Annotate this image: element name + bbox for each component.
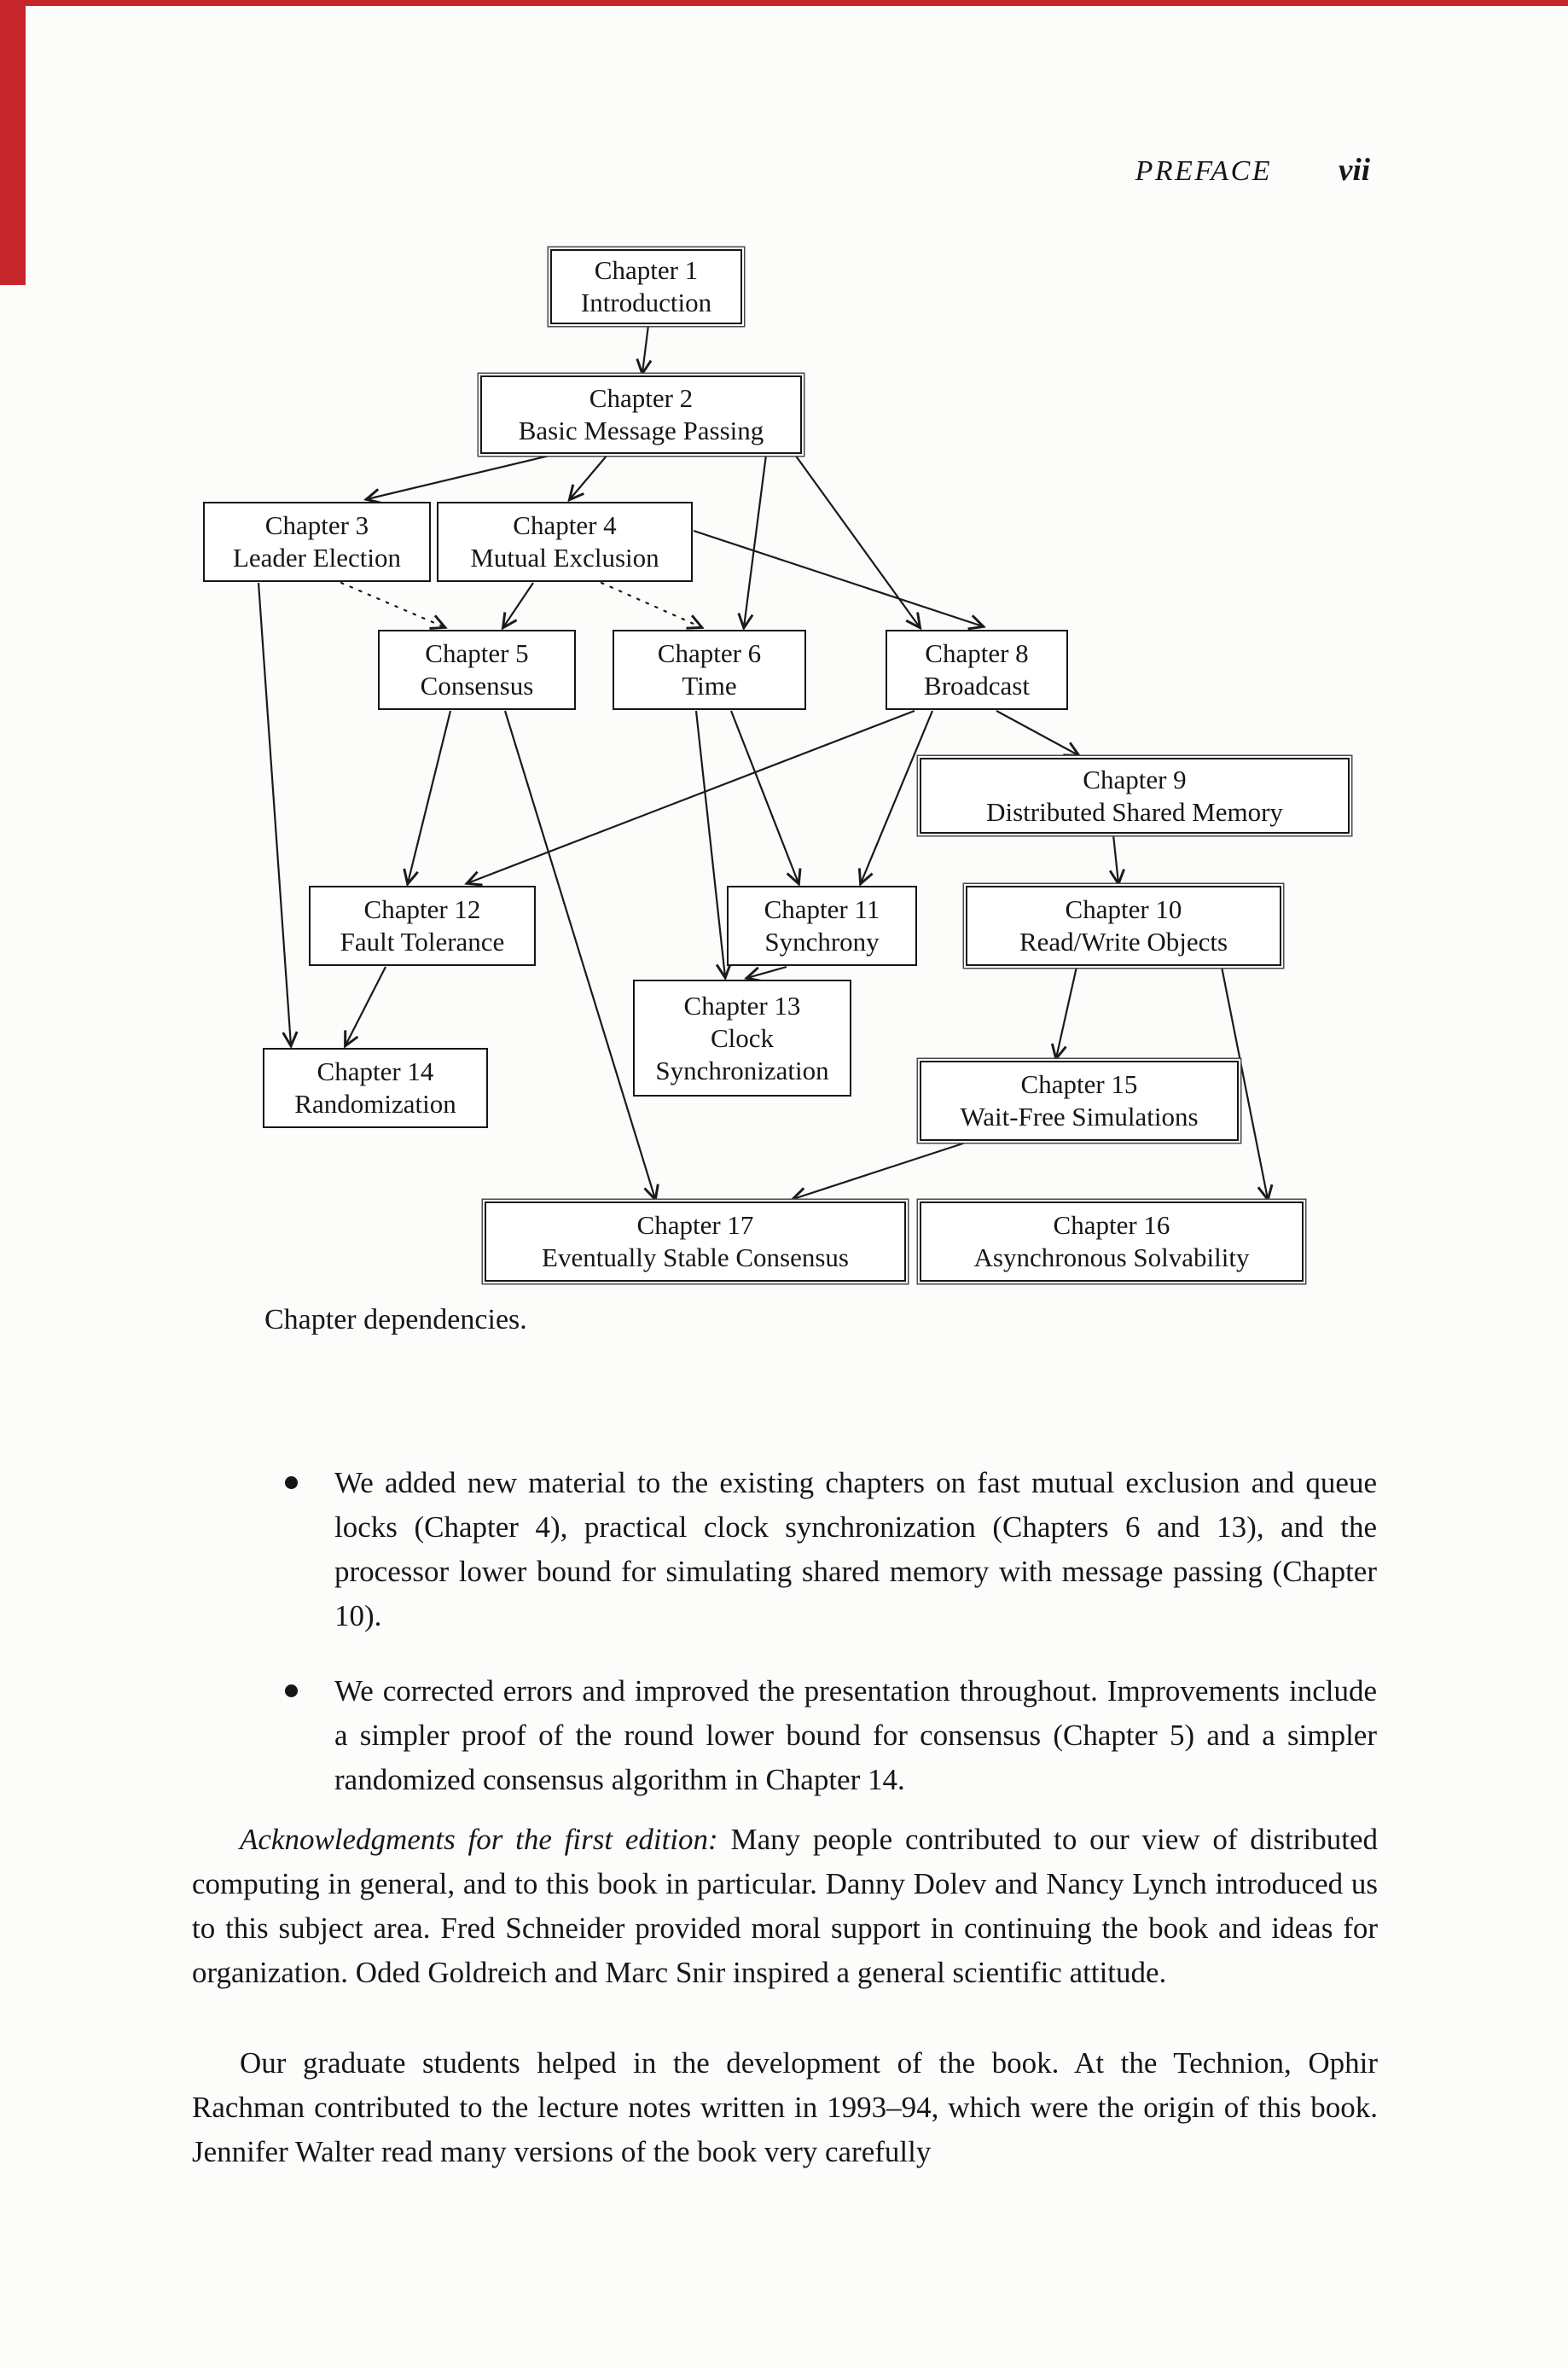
edge-ch3-to-ch14 — [258, 583, 291, 1045]
node-label-line: Chapter 5 — [425, 638, 529, 668]
diagram-node-ch13 — [633, 980, 851, 1097]
edge-ch15-to-ch17 — [793, 1142, 968, 1199]
node-label-line: Time — [682, 671, 737, 701]
node-label-line: Chapter 1 — [594, 255, 699, 285]
diagram-node-ch17 — [485, 1201, 906, 1282]
node-label-line: Leader Election — [232, 543, 402, 573]
diagram-node-ch10 — [966, 886, 1281, 966]
node-label-line: Mutual Exclusion — [470, 543, 659, 573]
paragraph-graduate-students: Our graduate students helped in the development of the book. At the Technion, Ophir Rachman contributed to the lecture notes written in 1993–94, which were the origin of this book. Jennifer Walter read many versions of the book very carefully — [192, 2046, 1378, 2168]
node-label-line: Chapter 16 — [1053, 1210, 1170, 1240]
node-label-line: Introduction — [580, 288, 712, 317]
node-label-line: Clock — [710, 1022, 775, 1053]
diagram-node-ch5 — [378, 630, 576, 710]
diagram-node-ch4 — [437, 502, 693, 582]
bullet-icon — [285, 1684, 298, 1697]
bullet-item-new-material — [334, 1461, 1377, 1638]
bullet-text: We corrected errors and improved the presentation throughout. Improvements include a simpler proof of the round lower bound for consensus (Chapter 5) and a simpler randomized consensus algorithm in Chapter 14. — [334, 1674, 1377, 1796]
acknowledgments-text: Many people contributed to our view of distributed computing in general, and to this book in particular. Danny Dolev and Nancy Lynch introduced us to this subject area. Fred Schneider provided moral support in continuing the book and ideas for organization. Oded Goldreich and Marc Snir inspired a general scientific attitude. — [192, 1823, 1378, 1989]
node-label-line: Consensus — [420, 671, 534, 701]
edge-ch5-to-ch12 — [408, 711, 450, 883]
paragraph-acknowledgments — [192, 1818, 1378, 1995]
edge-ch10-to-ch15 — [1056, 967, 1077, 1058]
node-label-line: Fault Tolerance — [340, 927, 505, 957]
node-label-line: Distributed Shared Memory — [986, 796, 1283, 827]
edge-ch8-to-ch9 — [996, 711, 1078, 755]
edge-ch6-to-ch13 — [696, 711, 725, 977]
edge-ch9-to-ch10 — [1113, 835, 1118, 883]
edge-ch6-to-ch11 — [731, 711, 799, 883]
diagram-node-ch6 — [613, 630, 806, 710]
bullet-item-corrected-errors — [334, 1669, 1377, 1802]
node-label-line: Randomization — [294, 1089, 456, 1119]
edge-ch2-to-ch8 — [795, 455, 920, 627]
edge-ch4-to-ch8 — [694, 531, 983, 626]
node-label-line: Chapter 4 — [513, 510, 617, 540]
figure-caption: Chapter dependencies. — [264, 1304, 527, 1335]
acknowledgments-lead: Acknowledgments for the first edition: — [240, 1823, 718, 1856]
node-label-line: Chapter 9 — [1083, 764, 1187, 794]
running-header — [1135, 152, 1370, 189]
scan-edge-artifact-left — [0, 0, 26, 285]
diagram-node-ch11 — [727, 886, 917, 966]
edge-ch2-to-ch4 — [570, 455, 607, 499]
scan-edge-artifact-top — [0, 0, 1568, 6]
diagram-node-ch12 — [309, 886, 536, 966]
bullet-icon — [285, 1476, 298, 1489]
diagram-node-ch16 — [920, 1201, 1304, 1282]
node-label-line: Synchrony — [764, 927, 880, 957]
node-label-line: Chapter 11 — [764, 894, 880, 924]
diagram-node-ch3 — [203, 502, 431, 582]
preface-label: PREFACE — [1135, 155, 1273, 187]
edge-ch4-to-ch6 — [601, 583, 701, 627]
node-label-line: Chapter 15 — [1020, 1069, 1138, 1099]
diagram-node-ch8 — [886, 630, 1068, 710]
node-label-line: Chapter 10 — [1065, 894, 1182, 924]
diagram-node-ch9 — [920, 758, 1350, 834]
node-label-line: Wait-Free Simulations — [960, 1102, 1199, 1132]
node-label-line: Chapter 12 — [363, 894, 481, 924]
diagram-node-ch2 — [480, 375, 802, 454]
diagram-node-ch14 — [263, 1048, 488, 1128]
node-label-line: Chapter 13 — [683, 990, 801, 1021]
node-label-line: Chapter 2 — [589, 383, 694, 413]
node-label-line: Chapter 17 — [636, 1210, 754, 1240]
node-label-line: Chapter 8 — [925, 638, 1029, 668]
node-label-line: Chapter 14 — [317, 1056, 434, 1086]
edge-ch3-to-ch5 — [341, 583, 444, 627]
edge-ch11-to-ch13 — [747, 967, 787, 978]
diagram-node-ch15 — [920, 1061, 1239, 1141]
node-label-line: Chapter 3 — [264, 510, 369, 540]
diagram-node-ch1 — [550, 249, 742, 324]
node-label-line: Read/Write Objects — [1019, 927, 1228, 957]
edge-ch2-to-ch3 — [367, 455, 553, 499]
node-label-line: Basic Message Passing — [518, 416, 764, 445]
node-label-line: Synchronization — [655, 1055, 829, 1085]
bullet-text: We added new material to the existing chapters on fast mutual exclusion and queue locks (Chapter 4), practical clock synchronization (Chapters 6 and 13), and the processor lower bound for simulating shared memory with message passing (Chapter 10). — [334, 1466, 1377, 1632]
edge-ch12-to-ch14 — [346, 967, 386, 1045]
edge-ch8-to-ch12 — [467, 711, 915, 883]
node-label-line: Asynchronous Solvability — [973, 1242, 1250, 1272]
edge-ch2-to-ch6 — [744, 455, 766, 627]
edge-ch4-to-ch5 — [503, 583, 533, 627]
node-label-line: Chapter 6 — [657, 638, 762, 668]
node-label-line: Eventually Stable Consensus — [542, 1242, 849, 1272]
page-number: vii — [1339, 153, 1370, 188]
node-label-line: Broadcast — [924, 671, 1030, 701]
edge-ch1-to-ch2 — [642, 325, 648, 373]
